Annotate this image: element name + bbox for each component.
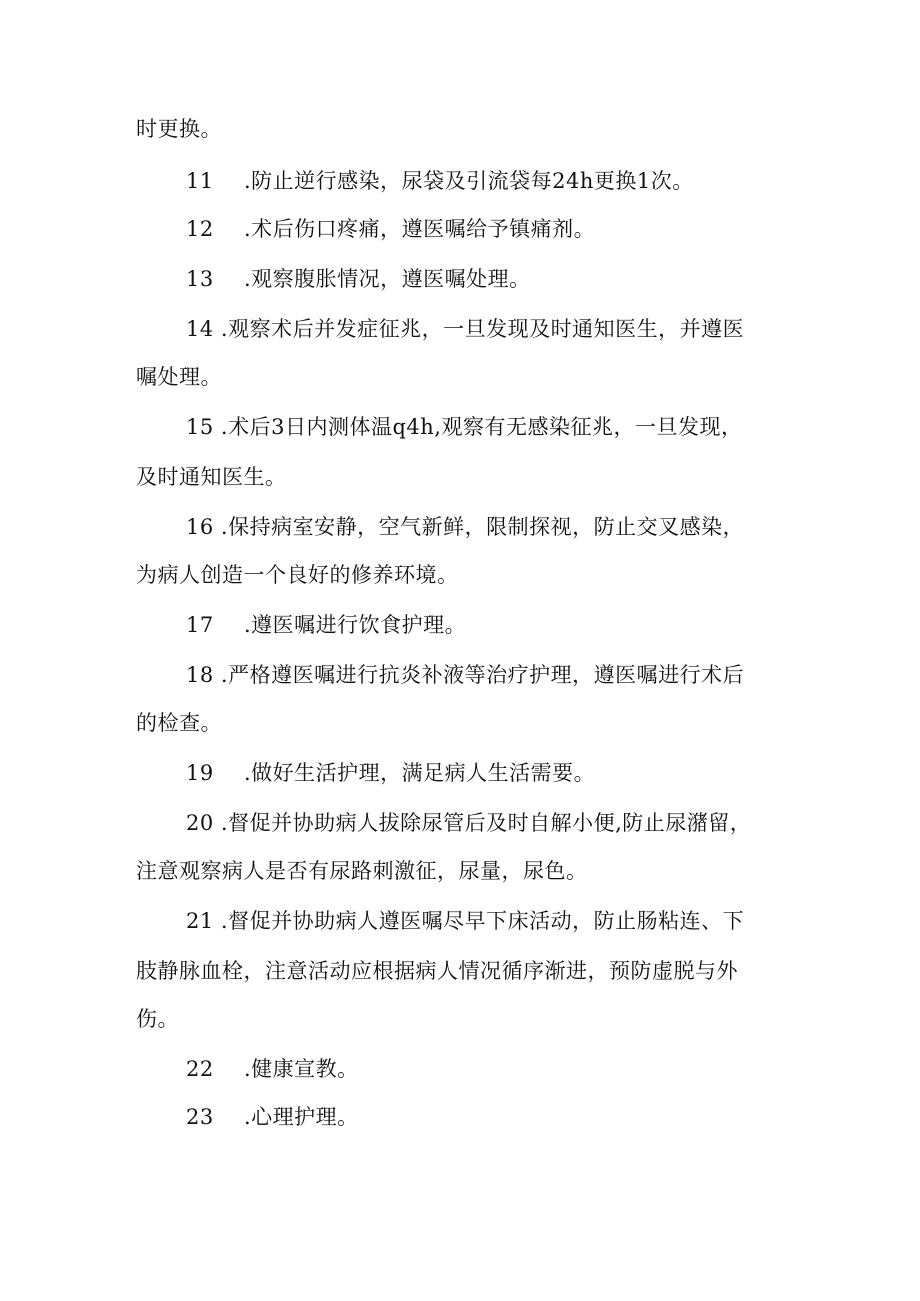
item-text: .防止逆行感染，尿袋及引流袋每24h更换1次。	[244, 169, 694, 193]
item-number: 19	[186, 761, 214, 785]
list-item	[186, 906, 796, 936]
item-number: 16	[186, 515, 214, 539]
item-continuation: 及时通知医生。	[136, 465, 287, 489]
list-item	[186, 808, 796, 838]
item-text: .保持病室安静，空气新鲜，限制探视，防止交叉感染，	[220, 515, 745, 539]
list-item	[186, 412, 796, 442]
item-number: 15	[186, 415, 214, 439]
item-text: .心理护理。	[244, 1105, 359, 1129]
list-item	[186, 610, 796, 640]
item-text: .严格遵医嘱进行抗炎补液等治疗护理，遵医嘱进行术后	[220, 663, 745, 687]
item-continuation: 肢静脉血栓，注意活动应根据病人情况循序渐进，预防虚脱与外	[136, 959, 738, 983]
item-continuation: 注意观察病人是否有尿路刺激征，尿量，尿色。	[136, 859, 588, 883]
item-number: 17	[186, 613, 214, 637]
list-item	[186, 1102, 796, 1132]
item-text: .术后伤口疼痛，遵医嘱给予镇痛剂。	[244, 217, 596, 241]
item-number: 11	[186, 169, 214, 193]
item-number: 13	[186, 267, 214, 291]
item-continuation: 为病人创造一个良好的修养环境。	[136, 563, 459, 587]
item-number: 18	[186, 663, 214, 687]
item-text: .做好生活护理，满足病人生活需要。	[244, 761, 596, 785]
list-item	[186, 314, 796, 344]
item-continuation: 的检查。	[136, 711, 222, 735]
item-continuation: 嘱处理。	[136, 365, 222, 389]
item-number: 23	[186, 1105, 214, 1129]
item-text: .观察术后并发症征兆，一旦发现及时通知医生，并遵医	[220, 317, 745, 341]
item-text: .观察腹胀情况，遵医嘱处理。	[244, 267, 531, 291]
item-continuation: 伤。	[136, 1007, 179, 1031]
paragraph-line: 时更换。	[136, 117, 222, 141]
item-number: 22	[186, 1057, 214, 1081]
item-number: 14	[186, 317, 214, 341]
item-number: 20	[186, 811, 214, 835]
list-item	[186, 660, 796, 690]
item-text: .督促并协助病人遵医嘱尽早下床活动，防止肠粘连、下	[220, 909, 745, 933]
list-item	[186, 758, 796, 788]
item-text: .术后3日内测体温q4h,观察有无感染征兆，一旦发现，	[220, 415, 743, 439]
list-item	[186, 166, 796, 196]
list-item	[186, 512, 796, 542]
list-item	[186, 1054, 796, 1084]
item-number: 21	[186, 909, 214, 933]
list-item	[186, 264, 796, 294]
item-text: .健康宣教。	[244, 1057, 359, 1081]
item-text: .遵医嘱进行饮食护理。	[244, 613, 467, 637]
list-item	[186, 214, 796, 244]
item-text: .督促并协助病人拔除尿管后及时自解小便,防止尿潴留，	[220, 811, 752, 835]
item-number: 12	[186, 217, 214, 241]
